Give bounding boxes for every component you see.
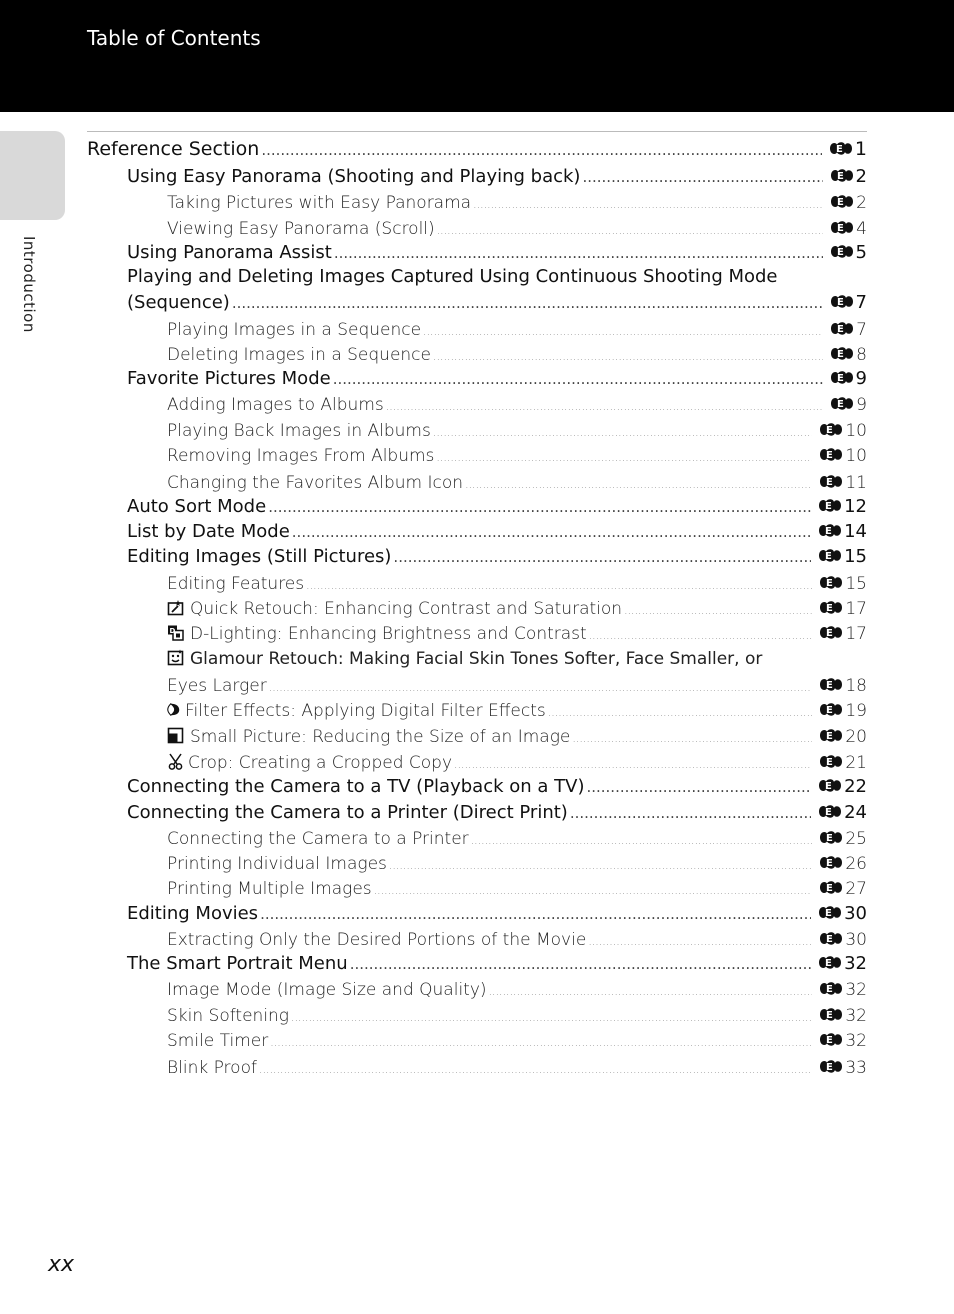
- reference-section-icon: [828, 140, 854, 157]
- reference-section-icon: [818, 421, 844, 438]
- entry-title: Connecting the Camera to a Printer (Direct Print): [127, 802, 568, 823]
- reference-section-icon: [818, 829, 844, 846]
- entry-page: 1: [854, 138, 867, 160]
- entry-title: Editing Features: [167, 574, 305, 594]
- entry-title: Printing Individual Images: [167, 854, 387, 874]
- entry-page: 2: [856, 193, 867, 213]
- reference-section-icon: [818, 930, 844, 947]
- dot-leader: [433, 350, 823, 363]
- entry-page: 19: [845, 701, 867, 721]
- toc-entry-filter-effects[interactable]: [167, 699, 867, 721]
- entry-page: 15: [845, 574, 867, 594]
- entry-title: Viewing Easy Panorama (Scroll): [167, 219, 435, 239]
- toc-entry-continuous-sequence[interactable]: [127, 291, 867, 313]
- entry-page: 9: [856, 395, 867, 415]
- toc-entry-editing-images[interactable]: [127, 545, 867, 567]
- toc-entry-taking-easy-panorama[interactable]: [167, 191, 867, 213]
- entry-title: Glamour Retouch: Making Facial Skin Tones Softer, Face Smaller, or: [190, 649, 763, 669]
- dot-leader: [548, 706, 813, 719]
- reference-section-icon: [818, 446, 844, 463]
- entry-title: List by Date Mode: [127, 521, 290, 542]
- dot-leader: [334, 244, 823, 262]
- dot-leader: [473, 198, 823, 211]
- entry-page: 33: [845, 1058, 867, 1078]
- toc-entry-reference-section[interactable]: [87, 138, 867, 160]
- d-lighting-icon: [167, 624, 184, 641]
- entry-title: Blink Proof: [167, 1058, 257, 1078]
- entry-title: Using Panorama Assist: [127, 242, 332, 263]
- toc-entry-skin-softening[interactable]: [167, 1004, 867, 1026]
- entry-page: 10: [845, 421, 867, 441]
- entry-page: 27: [845, 879, 867, 899]
- entry-page: 32: [844, 953, 867, 974]
- toc-entry-auto-sort[interactable]: [127, 495, 867, 517]
- entry-page: 30: [845, 930, 867, 950]
- entry-page: 17: [845, 624, 867, 644]
- toc-entry-deleting-sequence[interactable]: [167, 343, 867, 365]
- page-number: xx: [48, 1252, 75, 1277]
- chapter-tab-label: Introduction: [20, 236, 38, 333]
- entry-title: Connecting the Camera to a Printer: [167, 829, 469, 849]
- toc-entry-viewing-easy-panorama[interactable]: [167, 217, 867, 239]
- reference-section-icon: [829, 243, 855, 260]
- entry-title: Eyes Larger: [167, 676, 267, 696]
- entry-page: 15: [844, 546, 867, 567]
- dot-leader: [433, 426, 813, 439]
- reference-section-icon: [829, 167, 855, 184]
- reference-section-icon: [818, 1058, 844, 1075]
- entry-page: 7: [856, 320, 867, 340]
- reference-section-icon: [817, 803, 843, 820]
- dot-leader: [232, 294, 823, 312]
- entry-page: 26: [845, 854, 867, 874]
- entry-title: Quick Retouch: Enhancing Contrast and Saturation: [190, 599, 623, 619]
- reference-section-icon: [817, 904, 843, 921]
- dot-leader: [268, 498, 811, 516]
- toc-entry-small-picture[interactable]: [167, 725, 867, 747]
- entry-page: 10: [845, 446, 867, 466]
- toc-entry-glamour-line1[interactable]: [167, 649, 762, 669]
- entry-title: Playing Images in a Sequence: [167, 320, 422, 340]
- toc-entry-printing-multiple[interactable]: [167, 877, 867, 899]
- entry-page: 22: [844, 776, 867, 797]
- toc-entry-favorite-mode[interactable]: [127, 367, 867, 389]
- reference-section-icon: [829, 320, 855, 337]
- entry-title: Smile Timer: [167, 1031, 269, 1051]
- reference-section-icon: [818, 624, 844, 641]
- entry-page: 5: [855, 242, 867, 263]
- dot-leader: [393, 548, 811, 566]
- dot-leader: [260, 905, 811, 923]
- toc-entry-editing-features[interactable]: [167, 572, 867, 594]
- reference-section-icon: [818, 980, 844, 997]
- toc-entry-playing-sequence[interactable]: [167, 318, 867, 340]
- reference-section-icon: [818, 1006, 844, 1023]
- dot-leader: [259, 1063, 812, 1076]
- entry-title: Reference Section: [87, 138, 260, 160]
- entry-title: Removing Images From Albums: [167, 446, 435, 466]
- dot-leader: [588, 935, 812, 948]
- entry-title: Printing Multiple Images: [167, 879, 372, 899]
- dot-leader: [292, 523, 811, 541]
- dot-leader: [437, 224, 824, 237]
- toc-entry-playing-albums[interactable]: [167, 419, 867, 441]
- header-title: Table of Contents: [87, 26, 261, 50]
- dot-leader: [489, 985, 813, 998]
- entry-title: Image Mode (Image Size and Quality): [167, 980, 487, 1000]
- reference-section-icon: [818, 701, 844, 718]
- filter-effects-icon: [167, 701, 180, 718]
- toc-entry-removing-albums[interactable]: [167, 444, 867, 466]
- reference-section-icon: [817, 497, 843, 514]
- glamour-retouch-icon: [167, 649, 184, 666]
- toc-entry-connect-tv[interactable]: [127, 775, 867, 797]
- entry-page: 30: [844, 903, 867, 924]
- toc-entry-smart-portrait[interactable]: [127, 952, 867, 974]
- entry-title: Connecting the Camera to a TV (Playback on a TV): [127, 776, 585, 797]
- entry-title: Deleting Images in a Sequence: [167, 345, 431, 365]
- dot-leader: [374, 884, 813, 897]
- dot-leader: [269, 681, 813, 694]
- reference-section-icon: [818, 753, 844, 770]
- entry-page: 32: [845, 980, 867, 1000]
- reference-section-icon: [817, 547, 843, 564]
- chapter-tab[interactable]: [0, 131, 65, 220]
- toc-entry-list-by-date[interactable]: [127, 520, 867, 542]
- crop-icon: [167, 753, 184, 770]
- entry-title: Using Easy Panorama (Shooting and Playing back): [127, 166, 581, 187]
- reference-section-icon: [818, 1031, 844, 1048]
- reference-section-icon: [829, 193, 855, 210]
- dot-leader: [589, 629, 813, 642]
- dot-leader: [465, 478, 812, 491]
- dot-leader: [261, 141, 822, 159]
- svg-text:D: D: [169, 627, 176, 635]
- dot-leader: [624, 604, 812, 617]
- reference-section-icon: [829, 395, 855, 412]
- reference-section-icon: [829, 369, 855, 386]
- entry-page: 4: [856, 219, 867, 239]
- reference-section-icon: [818, 879, 844, 896]
- dot-leader: [350, 955, 811, 973]
- entry-title: Taking Pictures with Easy Panorama: [167, 193, 472, 213]
- toc-entry-crop[interactable]: [167, 751, 867, 773]
- toc-entry-connect-printer[interactable]: [127, 801, 867, 823]
- reference-section-icon: [818, 727, 844, 744]
- toc-entry-glamour-line2[interactable]: [167, 674, 867, 696]
- entry-page: 32: [845, 1006, 867, 1026]
- entry-title: Crop: Creating a Cropped Copy: [188, 753, 453, 773]
- toc-entry-editing-movies[interactable]: [127, 902, 867, 924]
- entry-page: 25: [845, 829, 867, 849]
- toc-entry-adding-albums[interactable]: [167, 393, 867, 415]
- entry-title: Small Picture: Reducing the Size of an Image: [190, 727, 571, 747]
- toc-entry-continuous-line1[interactable]: Playing and Deleting Images Captured Using Continuous Shooting Mode: [127, 266, 778, 287]
- dot-leader: [291, 1011, 812, 1024]
- entry-title: Filter Effects: Applying Digital Filter Effects: [185, 701, 546, 721]
- dot-leader: [570, 804, 811, 822]
- dot-leader: [471, 834, 813, 847]
- dot-leader: [333, 370, 823, 388]
- entry-title: Playing Back Images in Albums: [167, 421, 431, 441]
- entry-page: 12: [844, 496, 867, 517]
- dot-leader: [582, 168, 822, 186]
- dot-leader: [572, 732, 812, 745]
- dot-leader: [436, 451, 812, 464]
- entry-page: 9: [855, 368, 867, 389]
- entry-page: 14: [844, 521, 867, 542]
- entry-page: 20: [845, 727, 867, 747]
- dot-leader: [586, 778, 811, 796]
- toc-entry-printing-individual[interactable]: [167, 852, 867, 874]
- entry-title: Skin Softening: [167, 1006, 290, 1026]
- dot-leader: [389, 859, 812, 872]
- divider: [87, 131, 867, 132]
- toc-entry-changing-icon[interactable]: [167, 471, 867, 493]
- dot-leader: [423, 325, 823, 338]
- toc-entry-panorama-assist[interactable]: [127, 241, 867, 263]
- toc-entry-smile-timer[interactable]: [167, 1029, 867, 1051]
- reference-section-icon: [817, 777, 843, 794]
- dot-leader: [454, 758, 812, 771]
- entry-title: The Smart Portrait Menu: [127, 953, 348, 974]
- page-header: [0, 0, 954, 112]
- reference-section-icon: [818, 676, 844, 693]
- entry-page: 2: [855, 166, 867, 187]
- entry-page: 18: [845, 676, 867, 696]
- reference-section-icon: [818, 599, 844, 616]
- entry-page: 24: [844, 802, 867, 823]
- reference-section-icon: [829, 293, 855, 310]
- reference-section-icon: [818, 473, 844, 490]
- reference-section-icon: [817, 522, 843, 539]
- entry-title: Adding Images to Albums: [167, 395, 384, 415]
- reference-section-icon: [818, 854, 844, 871]
- toc-entry-d-lighting[interactable]: [167, 622, 867, 644]
- dot-leader: [270, 1036, 812, 1049]
- entry-title: Extracting Only the Desired Portions of the Movie: [167, 930, 587, 950]
- toc-entry-blink-proof[interactable]: [167, 1056, 867, 1078]
- toc-entry-quick-retouch[interactable]: [167, 597, 867, 619]
- reference-section-icon: [829, 345, 855, 362]
- quick-retouch-icon: [167, 599, 184, 616]
- toc-entry-easy-panorama[interactable]: [127, 165, 867, 187]
- dot-leader: [306, 579, 812, 592]
- small-picture-icon: [167, 727, 184, 744]
- entry-page: 32: [845, 1031, 867, 1051]
- toc-entry-connecting-printer[interactable]: [167, 827, 867, 849]
- entry-title: Editing Images (Still Pictures): [127, 546, 392, 567]
- reference-section-icon: [818, 574, 844, 591]
- entry-title: Editing Movies: [127, 903, 259, 924]
- entry-page: 7: [855, 292, 867, 313]
- entry-title: D-Lighting: Enhancing Brightness and Contrast: [190, 624, 587, 644]
- toc-entry-image-mode[interactable]: [167, 978, 867, 1000]
- toc-entry-extracting-movie[interactable]: [167, 928, 867, 950]
- entry-title: Changing the Favorites Album Icon: [167, 473, 464, 493]
- reference-section-icon: [829, 219, 855, 236]
- entry-title: Favorite Pictures Mode: [127, 368, 331, 389]
- entry-page: 21: [845, 753, 867, 773]
- reference-section-icon: [817, 954, 843, 971]
- entry-page: 8: [856, 345, 867, 365]
- entry-page: 17: [845, 599, 867, 619]
- entry-title: (Sequence): [127, 292, 230, 313]
- entry-page: 11: [845, 473, 867, 493]
- dot-leader: [386, 400, 823, 413]
- entry-title: Auto Sort Mode: [127, 496, 267, 517]
